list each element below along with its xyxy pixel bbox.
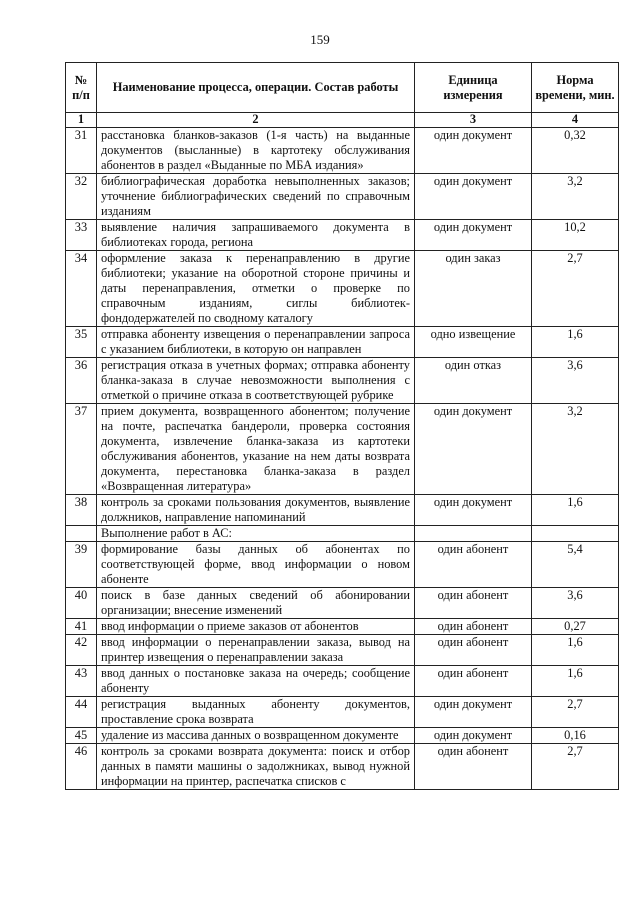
row-norm: 0,27 — [532, 619, 619, 635]
row-description: контроль за сроками пользования документов, выявление должников, направление напоминаний — [97, 495, 415, 526]
row-number: 43 — [66, 666, 97, 697]
row-number: 42 — [66, 635, 97, 666]
row-number: 45 — [66, 728, 97, 744]
row-description: выявление наличия запрашиваемого документа в библиотеках города, региона — [97, 220, 415, 251]
table-row — [66, 588, 619, 619]
row-number — [66, 526, 97, 542]
row-unit: один абонент — [415, 542, 532, 588]
row-unit — [415, 526, 532, 542]
row-norm: 1,6 — [532, 635, 619, 666]
table-row — [66, 542, 619, 588]
row-number: 41 — [66, 619, 97, 635]
row-norm: 3,6 — [532, 358, 619, 404]
row-unit: один документ — [415, 220, 532, 251]
row-norm: 1,6 — [532, 495, 619, 526]
header-name: Наименование процесса, операции. Состав работы — [97, 63, 415, 113]
row-number: 39 — [66, 542, 97, 588]
table-body — [66, 128, 619, 790]
section-row — [66, 526, 619, 542]
row-norm — [532, 526, 619, 542]
table-row — [66, 251, 619, 327]
table-row — [66, 174, 619, 220]
row-norm: 2,7 — [532, 697, 619, 728]
row-norm: 2,7 — [532, 744, 619, 790]
row-number: 40 — [66, 588, 97, 619]
row-unit: один абонент — [415, 635, 532, 666]
row-norm: 2,7 — [532, 251, 619, 327]
table-row — [66, 128, 619, 174]
header-norm: Норма времени, мин. — [532, 63, 619, 113]
row-description: регистрация выданных абоненту документов, проставление срока возврата — [97, 697, 415, 728]
row-unit: одно извещение — [415, 327, 532, 358]
row-number: 36 — [66, 358, 97, 404]
row-unit: один заказ — [415, 251, 532, 327]
row-description: расстановка бланков-заказов (1-я часть) на выданные документов (высланные) в картотеку обслуживания абонентов в раздел «Выданные по МБА издания» — [97, 128, 415, 174]
row-number: 44 — [66, 697, 97, 728]
row-number: 31 — [66, 128, 97, 174]
row-description: ввод данных о постановке заказа на очередь; сообщение абоненту — [97, 666, 415, 697]
row-unit: один документ — [415, 404, 532, 495]
row-description: ввод информации о перенаправлении заказа, вывод на принтер извещения о перенаправлении заказа — [97, 635, 415, 666]
row-unit: один отказ — [415, 358, 532, 404]
row-norm: 5,4 — [532, 542, 619, 588]
table-row — [66, 666, 619, 697]
row-unit: один документ — [415, 697, 532, 728]
table-row — [66, 220, 619, 251]
table-row — [66, 635, 619, 666]
row-description: оформление заказа к перенаправлению в другие библиотеки; указание на оборотной стороне причины и даты перенаправления, отметки о проверке по справочным изданиям, сиглы библиотек-фондодержателей по сводному каталогу — [97, 251, 415, 327]
row-norm: 0,32 — [532, 128, 619, 174]
row-norm: 0,16 — [532, 728, 619, 744]
row-description: ввод информации о приеме заказов от абонентов — [97, 619, 415, 635]
table-row — [66, 619, 619, 635]
page-number: 159 — [310, 32, 330, 47]
row-unit: один абонент — [415, 666, 532, 697]
row-description: поиск в базе данных сведений об абонировании организации; внесение изменений — [97, 588, 415, 619]
row-number: 35 — [66, 327, 97, 358]
row-norm: 10,2 — [532, 220, 619, 251]
column-numbers-row — [66, 113, 619, 128]
row-description: отправка абоненту извещения о перенаправлении запроса с указанием библиотеки, в которую он направлен — [97, 327, 415, 358]
row-description: контроль за сроками возврата документа: поиск и отбор данных в памяти машины о задолжниках, вывод нужной информации на принтер, распечатка списков с — [97, 744, 415, 790]
row-description: прием документа, возвращенного абонентом; получение на почте, распечатка бандероли, проверка состояния документа, извлечение бланка-заказа из картотеки обслуживания абонентов, указание на нем даты возврата документа, перестановка бланка-заказа в раздел «Возвращенная литература» — [97, 404, 415, 495]
table-row — [66, 744, 619, 790]
time-norms-table — [65, 62, 619, 790]
column-number: 3 — [415, 113, 532, 128]
table-row — [66, 327, 619, 358]
table-row — [66, 358, 619, 404]
row-norm: 1,6 — [532, 327, 619, 358]
section-heading: Выполнение работ в АС: — [97, 526, 415, 542]
row-number: 34 — [66, 251, 97, 327]
row-unit: один документ — [415, 728, 532, 744]
table-row — [66, 728, 619, 744]
row-description: библиографическая доработка невыполненных заказов; уточнение библиографических сведений по справочным изданиям — [97, 174, 415, 220]
row-norm: 3,6 — [532, 588, 619, 619]
row-number: 46 — [66, 744, 97, 790]
row-description: формирование базы данных об абонентах по соответствующей форме, ввод информации о новом абоненте — [97, 542, 415, 588]
table-row — [66, 495, 619, 526]
table-row — [66, 697, 619, 728]
row-unit: один документ — [415, 174, 532, 220]
header-num: № п/п — [66, 63, 97, 113]
row-unit: один абонент — [415, 588, 532, 619]
column-number: 2 — [97, 113, 415, 128]
row-number: 32 — [66, 174, 97, 220]
row-number: 37 — [66, 404, 97, 495]
column-number: 4 — [532, 113, 619, 128]
row-norm: 3,2 — [532, 174, 619, 220]
row-description: удаление из массива данных о возвращенном документе — [97, 728, 415, 744]
table-row — [66, 404, 619, 495]
row-description: регистрация отказа в учетных формах; отправка абоненту бланка-заказа в случае невозможности выполнения с отметкой о причине отказа в соответствующей рубрике — [97, 358, 415, 404]
header-unit: Единица измерения — [415, 63, 532, 113]
row-norm: 1,6 — [532, 666, 619, 697]
row-unit: один абонент — [415, 744, 532, 790]
row-unit: один документ — [415, 495, 532, 526]
row-number: 33 — [66, 220, 97, 251]
column-number: 1 — [66, 113, 97, 128]
row-number: 38 — [66, 495, 97, 526]
row-unit: один абонент — [415, 619, 532, 635]
row-norm: 3,2 — [532, 404, 619, 495]
table-header-row — [66, 63, 619, 113]
row-unit: один документ — [415, 128, 532, 174]
